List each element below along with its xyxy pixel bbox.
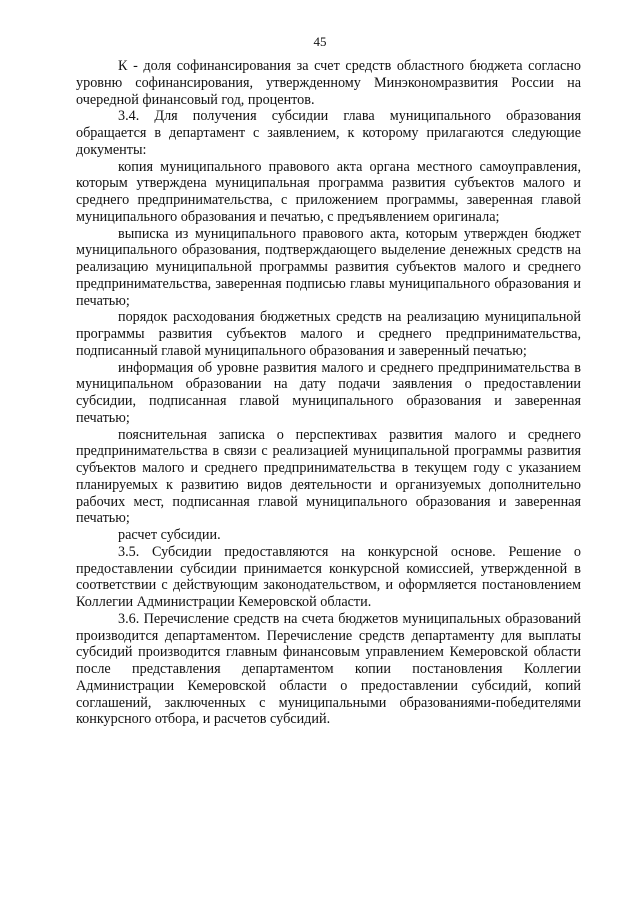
list-item-program-act-copy: копия муниципального правового акта органа местного самоуправления, которым утверждена муниципальная программа развития субъектов малого и среднего предпринимательства, с приложением программы, заверенная главой муниципального образования и печатью, с предъявлением оригинала;	[76, 158, 581, 225]
document-body	[76, 58, 581, 728]
list-item-spending-procedure: порядок расходования бюджетных средств на реализацию муниципальной программы развития субъектов малого и среднего предпринимательства, подписанный главой муниципального образования и заверенный печатью;	[76, 309, 581, 359]
paragraph-3-4: 3.4. Для получения субсидии глава муниципального образования обращается в департамент с заявлением, к которому прилагаются следующие документы:	[76, 108, 581, 158]
page-number: 45	[313, 34, 327, 49]
paragraph-3-5: 3.5. Субсидии предоставляются на конкурсной основе. Решение о предоставлении субсидии принимается конкурсной комиссией, утвержденной в соответствии с действующим законодательством, и оформляется постановлением Коллегии Администрации Кемеровской области.	[76, 543, 581, 610]
list-item-explanatory-note: пояснительная записка о перспективах развития малого и среднего предпринимательства в связи с реализацией муниципальной программы развития субъектов малого и среднего предпринимательства в текущем году с указанием планируемых к развитию видов деятельности и организуемых дополнительно рабочих мест, подписанная главой муниципального образования и заверенная печатью;	[76, 426, 581, 527]
paragraph-3-6: 3.6. Перечисление средств на счета бюджетов муниципальных образований производится департаментом. Перечисление средств департаменту для выплаты субсидий производится главным финансовым управлением Кемеровской области после представления департаментом копии постановления Коллегии Администрации Кемеровской области о предоставлении субсидий, копий соглашений, заключенных с муниципальными образованиями-победителями конкурсного отбора, и расчетов субсидий.	[76, 610, 581, 728]
paragraph-coefficient-definition: К - доля софинансирования за счет средств областного бюджета согласно уровню софинансирования, утвержденному Минэкономразвития России на очередной финансовый год, процентов.	[76, 58, 581, 108]
list-item-budget-act-extract: выписка из муниципального правового акта, которым утвержден бюджет муниципального образования, подтверждающего выделение денежных средств на реализацию муниципальной программы развития субъектов малого и среднего предпринимательства, заверенная подписью главы муниципального образования и печатью;	[76, 225, 581, 309]
list-item-development-information: информация об уровне развития малого и среднего предпринимательства в муниципальном образовании на дату подачи заявления о предоставлении субсидии, подписанная главой муниципального образования и заверенная печатью;	[76, 359, 581, 426]
list-item-subsidy-calculation: расчет субсидии.	[118, 527, 221, 543]
